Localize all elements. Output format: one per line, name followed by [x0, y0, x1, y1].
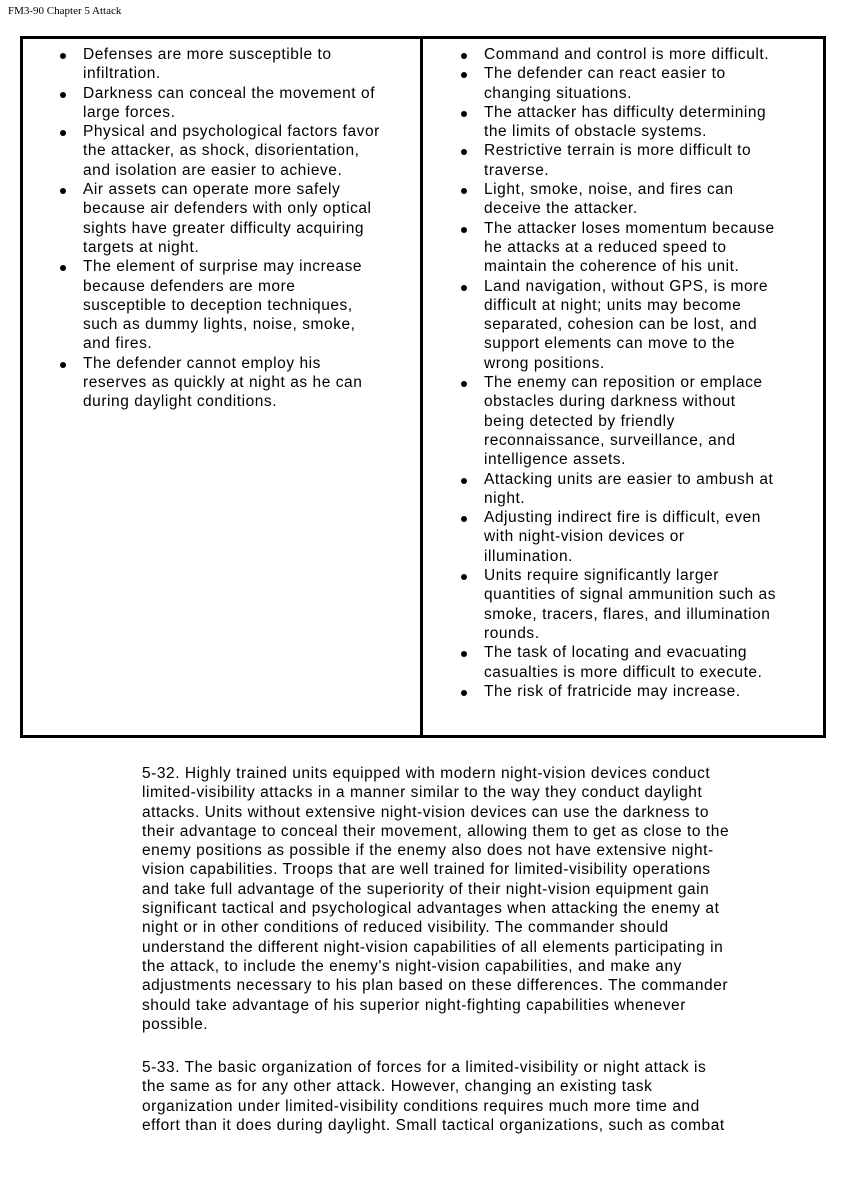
list-item-text: Light, smoke, noise, and fires can deceive the attacker. — [484, 181, 734, 218]
bullet-icon — [461, 111, 467, 117]
bullet-icon — [461, 227, 467, 233]
list-item-text: Adjusting indirect fire is difficult, even with night-vision devices or illumination. — [484, 509, 761, 565]
list-item-text: The attacker has difficulty determining the limits of obstacle systems. — [484, 103, 767, 141]
list-item — [57, 45, 417, 84]
list-item — [57, 354, 417, 412]
list-item — [458, 141, 823, 180]
bullet-icon — [461, 478, 467, 484]
list-item — [458, 219, 823, 277]
bullet-icon — [60, 130, 66, 136]
list-item-text: The defender can react easier to changing situations. — [484, 65, 726, 102]
bullet-icon — [60, 188, 66, 194]
bullet-icon — [461, 149, 467, 155]
list-item — [458, 277, 823, 373]
list-item — [458, 64, 823, 103]
bullet-icon — [461, 53, 467, 59]
bullet-icon — [461, 381, 467, 387]
bullet-icon — [461, 690, 467, 696]
list-item-text: Units require significantly larger quantities of signal ammunition such as smoke, tracers, flares, and illumination rounds. — [484, 567, 776, 642]
list-item-text: The defender cannot employ his reserves as quickly at night as he can during daylight conditions. — [83, 354, 363, 411]
list-item-text: The task of locating and evacuating casualties is more difficult to execute. — [484, 644, 763, 681]
list-item-text: The element of surprise may increase because defenders are more susceptible to deception techniques, such as dummy lights, noise, smoke, and fires. — [83, 258, 363, 353]
list-item-text: The enemy can reposition or emplace obstacles during darkness without being detected by friendly reconnaissance, surveillance, and intelligence assets. — [484, 374, 763, 469]
list-item-text: The risk of fratricide may increase. — [484, 682, 741, 700]
list-item — [57, 180, 417, 257]
list-item — [458, 643, 823, 682]
bullet-icon — [60, 53, 66, 59]
list-item — [458, 180, 823, 219]
list-item-text: Restrictive terrain is more difficult to traverse. — [484, 142, 752, 179]
list-item-text: The attacker loses momentum because he attacks at a reduced speed to maintain the coherence of his unit. — [484, 219, 775, 276]
list-item — [458, 508, 823, 566]
list-item — [458, 682, 823, 701]
bullet-icon — [461, 651, 467, 657]
list-item — [458, 373, 823, 469]
list-item — [57, 257, 417, 353]
bullet-icon — [461, 574, 467, 580]
list-item — [458, 103, 823, 142]
bullet-icon — [60, 92, 66, 98]
list-item — [458, 566, 823, 643]
bullet-icon — [60, 265, 66, 271]
bullet-icon — [461, 285, 467, 291]
list-item — [57, 84, 417, 123]
disadvantages-list — [458, 45, 823, 701]
list-item-text: Air assets can operate more safely because air defenders with only optical sights have greater difficulty acquiring targets at night. — [83, 181, 372, 256]
list-item-text: Command and control is more difficult. — [484, 46, 770, 63]
list-item-text: Attacking units are easier to ambush at night. — [484, 470, 774, 507]
list-item — [458, 45, 823, 64]
list-item — [57, 122, 417, 180]
bullet-icon — [60, 362, 66, 368]
bullet-icon — [461, 72, 467, 78]
list-item-text: Defenses are more susceptible to infiltration. — [83, 46, 332, 83]
bullet-icon — [461, 516, 467, 522]
list-item-text: Land navigation, without GPS, is more difficult at night; units may become separated, cohesion can be lost, and support elements can move to the wrong positions. — [484, 277, 768, 372]
bullet-icon — [461, 188, 467, 194]
list-item-text: Darkness can conceal the movement of large forces. — [83, 84, 376, 121]
paragraph-5-32: 5-32. Highly trained units equipped with modern night-vision devices conduct limited-visibility attacks in a manner similar to the way they conduct daylight attacks. Units without extensive night-vision devices can use the darkness to their advantage to conceal their movement, allowing them to get as close to the enemy positions as possible if the enemy also does not have extensive night- vision capabilities. Troops that are well trained for limited-visibility operations and take full advantage of the superiority of their night-vision equipment gain significant tactical and psychological advantages when attacking the enemy at night or in other conditions of reduced visibility. The commander should understand the different night-vision capabilities of all elements participating in the attack, to include the enemy's night-vision capabilities, and make any adjustments necessary to his plan based on these differences. The commander should take advantage of his superior night-fighting capabilities whenever possible. — [142, 765, 730, 1033]
page-header-title: FM3-90 Chapter 5 Attack — [8, 5, 122, 17]
advantages-list — [57, 45, 417, 412]
table-column-divider — [420, 36, 423, 738]
paragraph-5-33: 5-33. The basic organization of forces for a limited-visibility or night attack is the same as for any other attack. However, changing an existing task organization under limited-visibility conditions requires much more time and effort than it does during daylight. Small tactical organizations, such as combat — [142, 1059, 725, 1134]
list-item — [458, 470, 823, 509]
list-item-text: Physical and psychological factors favor the attacker, as shock, disorientation, and isolation are easier to achieve. — [83, 123, 380, 179]
